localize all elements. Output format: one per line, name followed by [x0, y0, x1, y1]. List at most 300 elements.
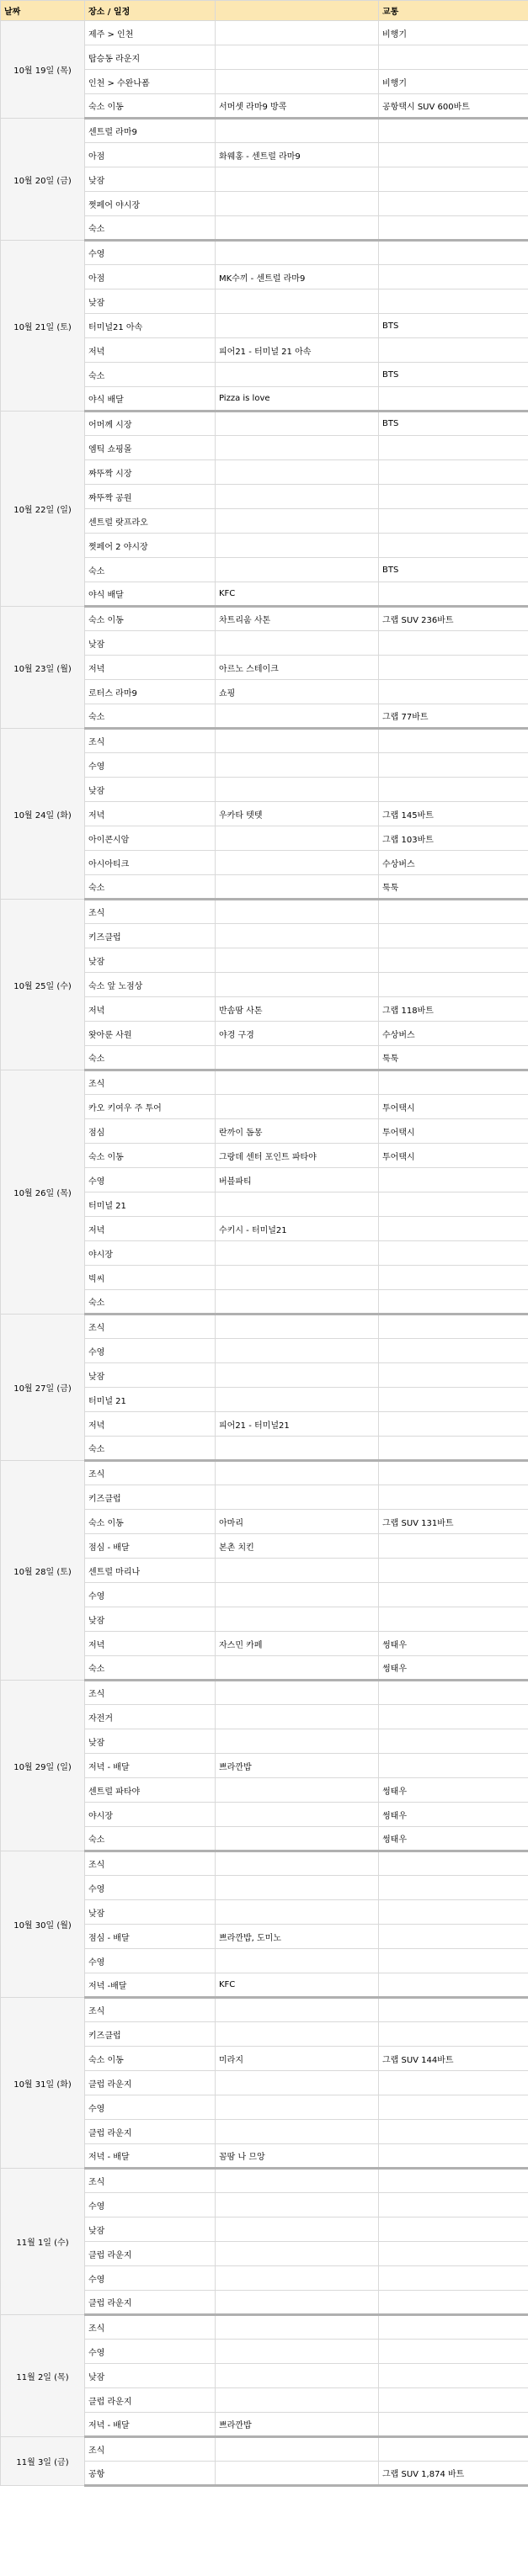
- transport-cell: 툭툭: [379, 875, 528, 900]
- detail-cell: [216, 289, 379, 314]
- transport-cell: [379, 2095, 528, 2120]
- transport-cell: [379, 338, 528, 363]
- itinerary-body: [1, 21, 528, 2486]
- place-cell: 탑승동 라운지: [85, 45, 216, 70]
- detail-cell: [216, 1778, 379, 1803]
- detail-cell: [216, 70, 379, 94]
- transport-cell: [379, 1559, 528, 1583]
- transport-cell: [379, 2169, 528, 2193]
- detail-cell: 쁘라깐밥, 도미노: [216, 1925, 379, 1949]
- place-cell: 센트럴 파타야: [85, 1778, 216, 1803]
- transport-cell: 그랩 118바트: [379, 997, 528, 1022]
- transport-cell: [379, 1729, 528, 1754]
- header-detail: [216, 1, 379, 21]
- place-cell: 점심 - 배달: [85, 1534, 216, 1559]
- place-cell: 저녁: [85, 656, 216, 680]
- table-row: [1, 729, 528, 753]
- detail-cell: [216, 1827, 379, 1851]
- place-cell: 수영: [85, 1949, 216, 1973]
- detail-cell: [216, 2120, 379, 2144]
- transport-cell: 비행기: [379, 21, 528, 45]
- transport-cell: [379, 241, 528, 265]
- header-row: [1, 1, 528, 21]
- place-cell: 수영: [85, 1876, 216, 1900]
- detail-cell: [216, 1315, 379, 1339]
- place-cell: 저녁 -배달: [85, 1973, 216, 1998]
- place-cell: 점심 - 배달: [85, 1925, 216, 1949]
- detail-cell: 쇼핑: [216, 680, 379, 704]
- date-cell: 10월 28일 (토): [1, 1461, 85, 1681]
- detail-cell: [216, 2193, 379, 2217]
- place-cell: 숙소: [85, 558, 216, 582]
- transport-cell: [379, 1315, 528, 1339]
- detail-cell: [216, 1095, 379, 1119]
- table-row: [1, 2437, 528, 2462]
- detail-cell: [216, 167, 379, 192]
- transport-cell: 썽태우: [379, 1803, 528, 1827]
- detail-cell: [216, 1998, 379, 2022]
- place-cell: 숙소: [85, 1656, 216, 1681]
- transport-cell: 비행기: [379, 70, 528, 94]
- transport-cell: [379, 289, 528, 314]
- table-row: [1, 119, 528, 143]
- detail-cell: [216, 2217, 379, 2242]
- transport-cell: [379, 1437, 528, 1461]
- detail-cell: [216, 1705, 379, 1729]
- transport-cell: 그랩 SUV 144바트: [379, 2047, 528, 2071]
- detail-cell: [216, 1729, 379, 1754]
- transport-cell: [379, 1192, 528, 1217]
- table-row: [1, 1998, 528, 2022]
- place-cell: 야시장: [85, 1241, 216, 1266]
- detail-cell: 수키시 - 터미널21: [216, 1217, 379, 1241]
- transport-cell: [379, 1876, 528, 1900]
- transport-cell: [379, 729, 528, 753]
- place-cell: 낮잠: [85, 631, 216, 656]
- detail-cell: [216, 900, 379, 924]
- transport-cell: 그랩 SUV 131바트: [379, 1510, 528, 1534]
- detail-cell: [216, 1192, 379, 1217]
- detail-cell: [216, 973, 379, 997]
- place-cell: 숙소: [85, 1290, 216, 1315]
- detail-cell: [216, 1241, 379, 1266]
- place-cell: 숙소: [85, 363, 216, 387]
- detail-cell: [216, 1949, 379, 1973]
- detail-cell: [216, 729, 379, 753]
- place-cell: 저녁: [85, 802, 216, 826]
- detail-cell: [216, 460, 379, 485]
- detail-cell: [216, 436, 379, 460]
- date-cell: 10월 23일 (월): [1, 607, 85, 729]
- place-cell: 숙소: [85, 1046, 216, 1070]
- place-cell: 저녁: [85, 997, 216, 1022]
- table-row: [1, 1070, 528, 1095]
- detail-cell: [216, 1851, 379, 1876]
- detail-cell: [216, 1803, 379, 1827]
- place-cell: 짜뚜짝 공원: [85, 485, 216, 509]
- detail-cell: [216, 2364, 379, 2388]
- detail-cell: 본촌 치킨: [216, 1534, 379, 1559]
- detail-cell: [216, 1461, 379, 1485]
- place-cell: 점심: [85, 1119, 216, 1144]
- transport-cell: [379, 1217, 528, 1241]
- transport-cell: [379, 973, 528, 997]
- detail-cell: [216, 2437, 379, 2462]
- place-cell: 엠틱 쇼핑몰: [85, 436, 216, 460]
- detail-cell: 쁘라깐밥: [216, 1754, 379, 1778]
- transport-cell: [379, 1998, 528, 2022]
- date-cell: 10월 25일 (수): [1, 900, 85, 1070]
- place-cell: 조식: [85, 1070, 216, 1095]
- place-cell: 조식: [85, 1461, 216, 1485]
- place-cell: 짜뚜짝 시장: [85, 460, 216, 485]
- transport-cell: 그랩 77바트: [379, 704, 528, 729]
- transport-cell: [379, 900, 528, 924]
- transport-cell: [379, 753, 528, 778]
- place-cell: 저녁: [85, 338, 216, 363]
- place-cell: 터미널21 아속: [85, 314, 216, 338]
- place-cell: 로터스 라마9: [85, 680, 216, 704]
- transport-cell: 투어택시: [379, 1119, 528, 1144]
- date-cell: 10월 20일 (금): [1, 119, 85, 241]
- detail-cell: [216, 2266, 379, 2291]
- detail-cell: [216, 2169, 379, 2193]
- place-cell: 수영: [85, 1339, 216, 1363]
- detail-cell: 반솜땀 사톤: [216, 997, 379, 1022]
- transport-cell: [379, 2120, 528, 2144]
- transport-cell: [379, 1949, 528, 1973]
- detail-cell: 아마리: [216, 1510, 379, 1534]
- transport-cell: [379, 436, 528, 460]
- detail-cell: [216, 534, 379, 558]
- transport-cell: 투어택시: [379, 1144, 528, 1168]
- transport-cell: [379, 1534, 528, 1559]
- detail-cell: 피어21 - 터미널21: [216, 1412, 379, 1437]
- transport-cell: [379, 1583, 528, 1607]
- detail-cell: [216, 2242, 379, 2266]
- transport-cell: 썽태우: [379, 1778, 528, 1803]
- transport-cell: [379, 485, 528, 509]
- header-place: 장소 / 일정: [85, 1, 216, 21]
- transport-cell: [379, 265, 528, 289]
- detail-cell: [216, 1266, 379, 1290]
- detail-cell: [216, 2022, 379, 2047]
- transport-cell: [379, 680, 528, 704]
- transport-cell: [379, 534, 528, 558]
- place-cell: 터미널 21: [85, 1192, 216, 1217]
- transport-cell: 투어택시: [379, 1095, 528, 1119]
- transport-cell: 그랩 SUV 1,874 바트: [379, 2462, 528, 2486]
- transport-cell: [379, 1241, 528, 1266]
- place-cell: 키즈클럽: [85, 2022, 216, 2047]
- transport-cell: [379, 1461, 528, 1485]
- transport-cell: [379, 1388, 528, 1412]
- detail-cell: 란까이 돔몽: [216, 1119, 379, 1144]
- date-cell: 10월 19일 (목): [1, 21, 85, 119]
- detail-cell: 피어21 - 터미널 21 아속: [216, 338, 379, 363]
- detail-cell: 꼼땀 나 므앙: [216, 2144, 379, 2169]
- detail-cell: 자스민 카페: [216, 1632, 379, 1656]
- place-cell: 아점: [85, 265, 216, 289]
- table-row: [1, 2169, 528, 2193]
- place-cell: 아이콘시암: [85, 826, 216, 851]
- detail-cell: [216, 119, 379, 143]
- place-cell: 센트럴 라마9: [85, 119, 216, 143]
- place-cell: 저녁 - 배달: [85, 2144, 216, 2169]
- place-cell: 키즈클럽: [85, 924, 216, 948]
- place-cell: 낮잠: [85, 778, 216, 802]
- transport-cell: 썽태우: [379, 1827, 528, 1851]
- place-cell: 공항: [85, 2462, 216, 2486]
- detail-cell: [216, 924, 379, 948]
- transport-cell: [379, 2364, 528, 2388]
- detail-cell: [216, 1290, 379, 1315]
- date-cell: 10월 21일 (토): [1, 241, 85, 412]
- detail-cell: [216, 1656, 379, 1681]
- place-cell: 제주 > 인천: [85, 21, 216, 45]
- detail-cell: [216, 1485, 379, 1510]
- transport-cell: [379, 1973, 528, 1998]
- place-cell: 숙소 이동: [85, 607, 216, 631]
- transport-cell: [379, 460, 528, 485]
- detail-cell: 화웨홍 - 센트럴 라마9: [216, 143, 379, 167]
- place-cell: 낮잠: [85, 1900, 216, 1925]
- table-row: [1, 241, 528, 265]
- detail-cell: MK수끼 - 센트럴 라마9: [216, 265, 379, 289]
- transport-cell: 그랩 SUV 236바트: [379, 607, 528, 631]
- transport-cell: [379, 631, 528, 656]
- date-cell: 10월 29일 (일): [1, 1681, 85, 1851]
- date-cell: 10월 31일 (화): [1, 1998, 85, 2169]
- place-cell: 수영: [85, 2266, 216, 2291]
- transport-cell: [379, 1412, 528, 1437]
- transport-cell: [379, 924, 528, 948]
- transport-cell: [379, 1339, 528, 1363]
- detail-cell: [216, 875, 379, 900]
- transport-cell: [379, 119, 528, 143]
- detail-cell: [216, 192, 379, 216]
- place-cell: 센트럴 마리나: [85, 1559, 216, 1583]
- header-transport: 교통: [379, 1, 528, 21]
- detail-cell: 서머셋 라마9 방콕: [216, 94, 379, 119]
- place-cell: 아시아티크: [85, 851, 216, 875]
- transport-cell: BTS: [379, 558, 528, 582]
- table-row: [1, 1681, 528, 1705]
- detail-cell: [216, 948, 379, 973]
- detail-cell: [216, 363, 379, 387]
- detail-cell: 그랑데 센터 포인트 파타야: [216, 1144, 379, 1168]
- detail-cell: [216, 778, 379, 802]
- place-cell: 숙소 앞 노점상: [85, 973, 216, 997]
- transport-cell: [379, 656, 528, 680]
- transport-cell: 그랩 145바트: [379, 802, 528, 826]
- transport-cell: [379, 948, 528, 973]
- place-cell: 키즈클럽: [85, 1485, 216, 1510]
- transport-cell: [379, 2291, 528, 2315]
- place-cell: 숙소: [85, 704, 216, 729]
- place-cell: 조식: [85, 1315, 216, 1339]
- date-cell: 11월 1일 (수): [1, 2169, 85, 2315]
- table-row: [1, 1315, 528, 1339]
- detail-cell: [216, 1681, 379, 1705]
- detail-cell: [216, 1070, 379, 1095]
- place-cell: 조식: [85, 2169, 216, 2193]
- transport-cell: [379, 1900, 528, 1925]
- detail-cell: [216, 314, 379, 338]
- place-cell: 숙소: [85, 216, 216, 241]
- detail-cell: [216, 45, 379, 70]
- place-cell: 클럽 라운지: [85, 2388, 216, 2413]
- transport-cell: 수상버스: [379, 1022, 528, 1046]
- transport-cell: [379, 216, 528, 241]
- transport-cell: 툭툭: [379, 1046, 528, 1070]
- place-cell: 터미널 21: [85, 1388, 216, 1412]
- place-cell: 조식: [85, 900, 216, 924]
- transport-cell: [379, 2340, 528, 2364]
- place-cell: 낮잠: [85, 1607, 216, 1632]
- detail-cell: [216, 851, 379, 875]
- place-cell: 클럽 라운지: [85, 2242, 216, 2266]
- place-cell: 야식 배달: [85, 582, 216, 607]
- place-cell: 조식: [85, 2437, 216, 2462]
- detail-cell: [216, 2315, 379, 2340]
- transport-cell: [379, 2388, 528, 2413]
- place-cell: 숙소 이동: [85, 1144, 216, 1168]
- place-cell: 클럽 라운지: [85, 2120, 216, 2144]
- detail-cell: [216, 1339, 379, 1363]
- table-row: [1, 2315, 528, 2340]
- place-cell: 조식: [85, 2315, 216, 2340]
- detail-cell: Pizza is love: [216, 387, 379, 412]
- date-cell: 10월 22일 (일): [1, 412, 85, 607]
- transport-cell: [379, 2315, 528, 2340]
- detail-cell: 아르노 스테이크: [216, 656, 379, 680]
- place-cell: 수영: [85, 2095, 216, 2120]
- place-cell: 카오 키여우 주 투어: [85, 1095, 216, 1119]
- date-cell: 10월 27일 (금): [1, 1315, 85, 1461]
- transport-cell: [379, 167, 528, 192]
- detail-cell: 차트리움 사톤: [216, 607, 379, 631]
- detail-cell: [216, 826, 379, 851]
- transport-cell: [379, 387, 528, 412]
- date-cell: 11월 2일 (목): [1, 2315, 85, 2437]
- detail-cell: [216, 704, 379, 729]
- detail-cell: [216, 1363, 379, 1388]
- detail-cell: KFC: [216, 1973, 379, 1998]
- detail-cell: [216, 1583, 379, 1607]
- detail-cell: [216, 21, 379, 45]
- detail-cell: [216, 1876, 379, 1900]
- transport-cell: 그랩 103바트: [379, 826, 528, 851]
- detail-cell: [216, 412, 379, 436]
- transport-cell: [379, 2413, 528, 2437]
- transport-cell: [379, 1266, 528, 1290]
- transport-cell: [379, 2022, 528, 2047]
- transport-cell: [379, 1290, 528, 1315]
- detail-cell: 우카타 텟텟: [216, 802, 379, 826]
- transport-cell: [379, 143, 528, 167]
- detail-cell: [216, 1900, 379, 1925]
- transport-cell: [379, 45, 528, 70]
- transport-cell: [379, 1168, 528, 1192]
- transport-cell: [379, 1851, 528, 1876]
- detail-cell: [216, 753, 379, 778]
- place-cell: 조식: [85, 1851, 216, 1876]
- transport-cell: [379, 582, 528, 607]
- place-cell: 저녁 - 배달: [85, 2413, 216, 2437]
- detail-cell: [216, 2095, 379, 2120]
- detail-cell: [216, 2388, 379, 2413]
- place-cell: 수영: [85, 241, 216, 265]
- header-date: 날짜: [1, 1, 85, 21]
- transport-cell: [379, 2242, 528, 2266]
- detail-cell: [216, 241, 379, 265]
- place-cell: 조식: [85, 1681, 216, 1705]
- place-cell: 저녁: [85, 1632, 216, 1656]
- place-cell: 인천 > 수완나폼: [85, 70, 216, 94]
- place-cell: 낮잠: [85, 289, 216, 314]
- transport-cell: [379, 192, 528, 216]
- date-cell: 10월 26일 (목): [1, 1070, 85, 1315]
- place-cell: 숙소 이동: [85, 94, 216, 119]
- date-cell: 10월 30일 (월): [1, 1851, 85, 1998]
- place-cell: 왓아룬 사원: [85, 1022, 216, 1046]
- detail-cell: [216, 2291, 379, 2315]
- transport-cell: [379, 1681, 528, 1705]
- place-cell: 쩟페어 야시장: [85, 192, 216, 216]
- place-cell: 숙소: [85, 875, 216, 900]
- place-cell: 숙소 이동: [85, 1510, 216, 1534]
- place-cell: 숙소: [85, 1437, 216, 1461]
- place-cell: 어머께 시장: [85, 412, 216, 436]
- place-cell: 낮잠: [85, 167, 216, 192]
- date-cell: 10월 24일 (화): [1, 729, 85, 900]
- place-cell: 낮잠: [85, 1363, 216, 1388]
- place-cell: 수영: [85, 2340, 216, 2364]
- transport-cell: [379, 2437, 528, 2462]
- transport-cell: [379, 1607, 528, 1632]
- place-cell: 수영: [85, 2193, 216, 2217]
- place-cell: 저녁 - 배달: [85, 1754, 216, 1778]
- transport-cell: [379, 1070, 528, 1095]
- table-row: [1, 21, 528, 45]
- table-row: [1, 900, 528, 924]
- detail-cell: 버블파티: [216, 1168, 379, 1192]
- detail-cell: [216, 1046, 379, 1070]
- detail-cell: 쁘라깐밥: [216, 2413, 379, 2437]
- table-row: [1, 607, 528, 631]
- place-cell: 클럽 라운지: [85, 2071, 216, 2095]
- place-cell: 낮잠: [85, 2217, 216, 2242]
- place-cell: 클럽 라운지: [85, 2291, 216, 2315]
- place-cell: 조식: [85, 729, 216, 753]
- transport-cell: BTS: [379, 363, 528, 387]
- detail-cell: [216, 1388, 379, 1412]
- place-cell: 조식: [85, 1998, 216, 2022]
- place-cell: 쩟페어 2 야시장: [85, 534, 216, 558]
- transport-cell: 공항택시 SUV 600바트: [379, 94, 528, 119]
- detail-cell: [216, 1607, 379, 1632]
- transport-cell: 썽태우: [379, 1656, 528, 1681]
- transport-cell: [379, 2071, 528, 2095]
- place-cell: 숙소: [85, 1827, 216, 1851]
- transport-cell: 썽태우: [379, 1632, 528, 1656]
- place-cell: 빅씨: [85, 1266, 216, 1290]
- place-cell: 야시장: [85, 1803, 216, 1827]
- transport-cell: [379, 1363, 528, 1388]
- transport-cell: [379, 1925, 528, 1949]
- transport-cell: [379, 1754, 528, 1778]
